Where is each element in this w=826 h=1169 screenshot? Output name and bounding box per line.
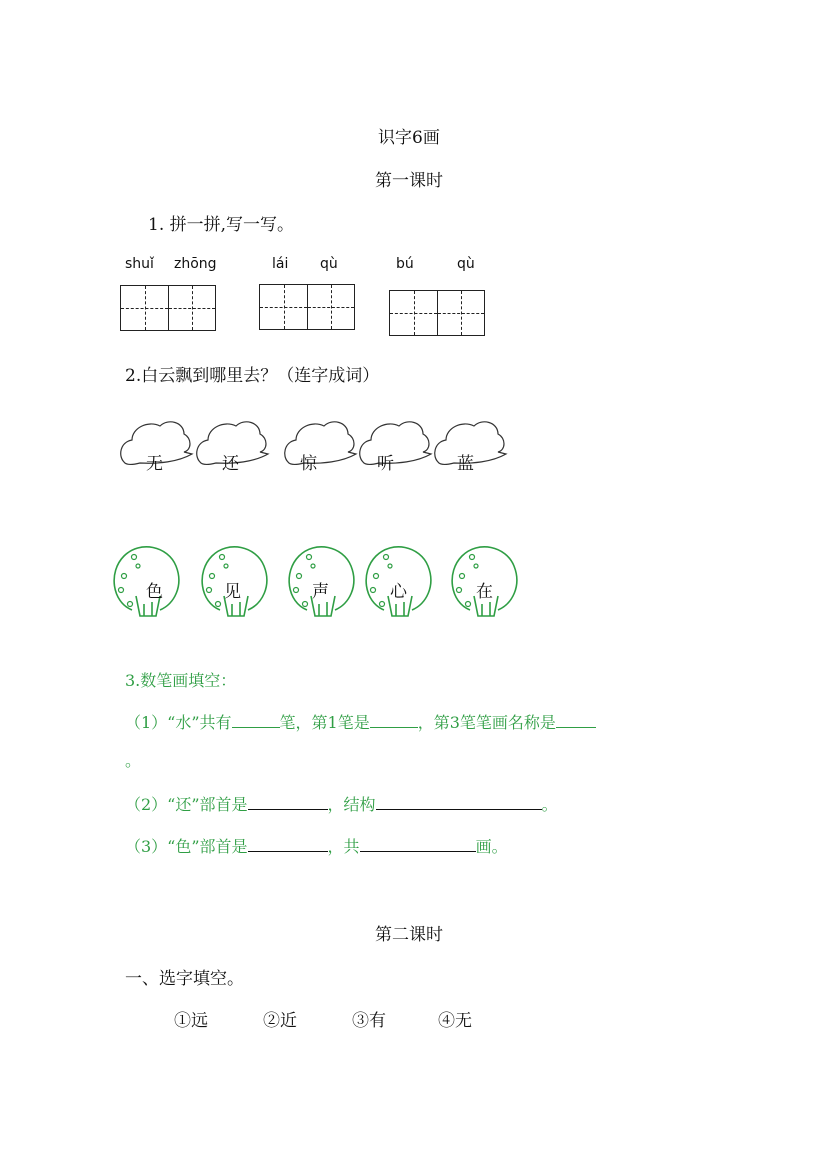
option-4: ④无 <box>438 1011 472 1031</box>
cloud-char-2[interactable]: 还 <box>222 454 239 474</box>
q3-l3-end: 画。 <box>475 837 508 856</box>
q3-line-1 <box>125 710 596 733</box>
cloud-char-3[interactable]: 惊 <box>300 454 317 474</box>
q3-l2-prefix: （2）“还”部首是 <box>125 795 248 814</box>
answer-blank[interactable] <box>556 712 596 728</box>
q3-line-2 <box>125 792 558 815</box>
cloud-icon <box>357 416 437 476</box>
answer-blank[interactable] <box>232 712 280 728</box>
q3-l3-prefix: （3）“色”部首是 <box>125 837 248 856</box>
option-2: ②近 <box>263 1011 297 1031</box>
q3-l3-mid: ，共 <box>327 837 360 856</box>
tree-char-2[interactable]: 见 <box>224 582 241 602</box>
answer-blank[interactable] <box>248 836 328 852</box>
tree-char-3[interactable]: 声 <box>312 582 329 602</box>
pinyin-1b: zhōng <box>174 256 217 272</box>
cloud-icon <box>282 416 362 476</box>
answer-blank[interactable] <box>376 794 542 810</box>
pinyin-3a: bú <box>396 256 414 272</box>
writing-grid-3[interactable] <box>389 290 485 336</box>
cloud-char-4[interactable]: 听 <box>377 454 394 474</box>
q2-title: 2.白云飘到哪里去？（连字成词） <box>125 366 380 386</box>
lesson2-q1-title: 一、选字填空。 <box>125 969 244 989</box>
tree-char-4[interactable]: 心 <box>390 582 407 602</box>
pinyin-2b: qù <box>320 256 338 272</box>
writing-grid-1[interactable] <box>120 285 216 331</box>
q3-l2-end: 。 <box>541 795 558 814</box>
q3-line-1-end: 。 <box>125 751 142 770</box>
q3-title: 3.数笔画填空： <box>125 671 237 690</box>
q3-l1-suffix: ，第3笔笔画名称是 <box>417 713 556 732</box>
answer-blank[interactable] <box>360 836 476 852</box>
answer-blank[interactable] <box>248 794 328 810</box>
page-title: 识字6画 <box>378 128 440 148</box>
pinyin-3b: qù <box>457 256 475 272</box>
option-3: ③有 <box>352 1011 386 1031</box>
answer-blank[interactable] <box>370 712 418 728</box>
option-1: ①远 <box>174 1011 208 1031</box>
writing-grid-2[interactable] <box>259 284 355 330</box>
pinyin-1a: shuǐ <box>125 256 154 272</box>
cloud-char-1[interactable]: 无 <box>146 454 163 474</box>
tree-char-5[interactable]: 在 <box>476 582 493 602</box>
lesson-2-heading: 第二课时 <box>375 925 443 945</box>
q3-line-3 <box>125 834 508 857</box>
q3-l2-mid: ，结构 <box>327 795 376 814</box>
q1-title: 1. 拼一拼,写一写。 <box>148 215 295 235</box>
q3-l1-mid: 笔，第1笔是 <box>279 713 370 732</box>
pinyin-2a: lái <box>272 256 289 272</box>
tree-char-1[interactable]: 色 <box>146 582 163 602</box>
lesson-1-heading: 第一课时 <box>375 171 443 191</box>
q3-l1-prefix: （1）“水”共有 <box>125 713 232 732</box>
cloud-char-5[interactable]: 蓝 <box>457 454 474 474</box>
